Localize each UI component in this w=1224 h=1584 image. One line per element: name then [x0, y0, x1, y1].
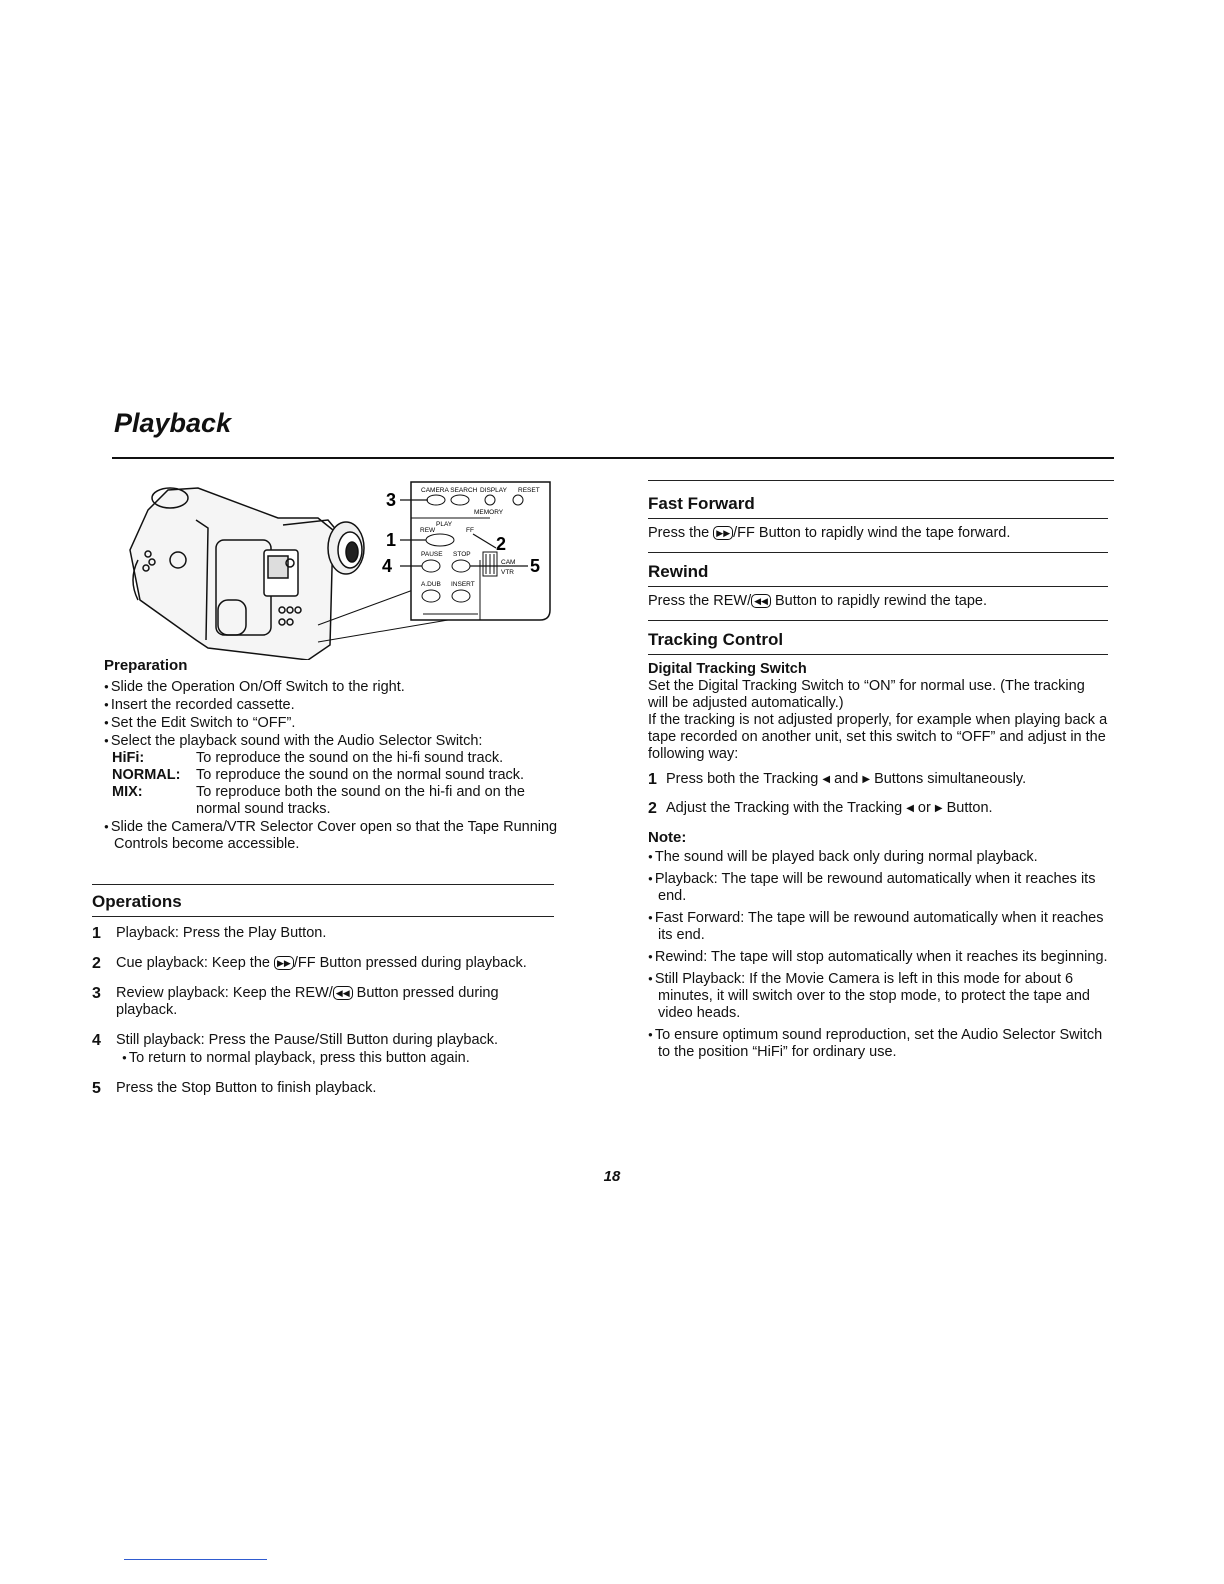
tracking-paragraph: Set the Digital Tracking Switch to “ON” for normal use. (The tracking will be adjusted automatically.) [648, 678, 1085, 711]
mode-label: HiFi: [112, 750, 145, 766]
text-part: Press both the Tracking [666, 771, 819, 787]
step-text: Playback: Press the Play Button. [116, 925, 327, 941]
label-display: DISPLAY [480, 487, 507, 494]
preparation-list [104, 678, 559, 750]
fast-forward-heading: Fast Forward [648, 494, 755, 513]
note-item: ● Rewind: The tape will stop automatically when it reaches its beginning. [648, 948, 1108, 966]
operations-steps [92, 925, 554, 1097]
callout-2: 2 [496, 534, 507, 554]
audio-mode-hifi [112, 750, 559, 767]
text-part: Press the REW/ [648, 593, 752, 609]
tracking-step [648, 800, 1108, 817]
note-item: ● Fast Forward: The tape will be rewound automatically when it reaches its end. [648, 909, 1108, 944]
section-rule [648, 552, 1108, 553]
tracking-subheading: Digital Tracking Switch [648, 661, 807, 677]
tracking-paragraph: If the tracking is not adjusted properly, for example when playing back a tape recorded on another unit, set this switch to “OFF” and adjust in the following way: [648, 712, 1108, 762]
section-rule [92, 916, 554, 917]
step-number: 4 [92, 1032, 101, 1049]
mode-label: NORMAL: [112, 767, 181, 783]
footer-rule [124, 1559, 267, 1560]
callout-1: 1 [386, 530, 397, 550]
fast-forward-section [648, 495, 1108, 553]
section-rule [648, 586, 1108, 587]
triangle-left-icon: ◀ [906, 803, 914, 814]
fast-forward-icon: ▶▶ [713, 526, 733, 540]
title-rule [112, 457, 1114, 459]
callout-4: 4 [382, 556, 393, 576]
label-reset: RESET [518, 487, 540, 494]
tracking-heading: Tracking Control [648, 630, 784, 649]
preparation-item: ● Set the Edit Switch to “OFF”. [104, 714, 559, 732]
audio-mode-normal [112, 767, 559, 784]
step-text: Still playback: Press the Pause/Still Button during playback. [116, 1032, 499, 1048]
label-ff: FF [466, 527, 474, 534]
control-panel [411, 482, 550, 620]
rewind-heading: Rewind [648, 562, 709, 581]
step-number: 2 [648, 800, 657, 817]
note-heading: Note: [648, 829, 687, 846]
step-text: Cue playback: Keep the [116, 955, 270, 971]
note-item: ● The sound will be played back only during normal playback. [648, 848, 1108, 866]
label-a-dub: A.DUB [421, 581, 441, 588]
text-part: Press the [648, 525, 710, 541]
rewind-icon: ◀◀ [333, 986, 353, 1000]
rewind-icon: ◀◀ [751, 594, 771, 608]
audio-mode-mix [112, 784, 559, 818]
label-insert: INSERT [451, 581, 475, 588]
preparation-section [104, 657, 559, 853]
step-text: Press the Stop Button to finish playback. [116, 1080, 377, 1096]
label-rew: REW [420, 527, 436, 534]
preparation-list-end [104, 818, 559, 853]
preparation-item: ● Slide the Operation On/Off Switch to the right. [104, 678, 559, 696]
label-memory: MEMORY [474, 509, 504, 516]
operation-step [92, 1032, 554, 1067]
operation-step [92, 985, 554, 1019]
text-part: Button to rapidly rewind the tape. [775, 593, 988, 609]
step-text: Review playback: Keep the REW/ [116, 985, 333, 1001]
label-cam: CAM [501, 559, 516, 566]
step-number: 3 [92, 985, 101, 1002]
triangle-right-icon: ▶ [934, 803, 943, 814]
note-item: ● To ensure optimum sound reproduction, set the Audio Selector Switch to the position “HiFi” for ordinary use. [648, 1026, 1108, 1061]
section-rule [648, 620, 1108, 621]
fast-forward-icon: ▶▶ [274, 956, 294, 970]
preparation-item: ● Slide the Camera/VTR Selector Cover open so that the Tape Running Controls become accessible. [104, 818, 559, 853]
triangle-left-icon: ◀ [822, 774, 831, 785]
section-rule [648, 654, 1108, 655]
step-number: 1 [92, 925, 101, 942]
text-part: Adjust the Tracking with the Tracking [666, 800, 903, 816]
step-number: 5 [92, 1080, 101, 1097]
operation-step [92, 1080, 554, 1097]
triangle-right-icon: ▶ [862, 774, 871, 785]
tracking-step [648, 771, 1108, 788]
operation-step [92, 955, 554, 972]
step-subnote: ● To return to normal playback, press this button again. [116, 1050, 470, 1066]
step-number: 1 [648, 771, 657, 788]
preparation-item: ● Select the playback sound with the Audio Selector Switch: [104, 732, 559, 750]
section-rule [648, 518, 1108, 519]
mode-text: To reproduce the sound on the normal sound track. [196, 767, 525, 783]
note-section [648, 829, 1108, 1061]
callout-5: 5 [530, 556, 541, 576]
mode-label: MIX: [112, 784, 143, 800]
step-text: /FF Button pressed during playback. [293, 955, 527, 971]
fast-forward-text [648, 525, 1108, 542]
right-column [648, 480, 1108, 1065]
mode-text: To reproduce both the sound on the hi-fi and on the normal sound tracks. [196, 784, 525, 817]
camcorder-diagram [118, 470, 558, 660]
preparation-heading: Preparation [104, 657, 188, 674]
label-vtr: VTR [501, 569, 514, 576]
rewind-text [648, 593, 1108, 610]
operation-step [92, 925, 554, 942]
rewind-section [648, 563, 1108, 621]
preparation-item: ● Insert the recorded cassette. [104, 696, 559, 714]
text-part: Buttons simultaneously. [874, 771, 1027, 787]
section-rule [92, 884, 554, 885]
page-title: Playback [114, 408, 232, 438]
text-part: /FF Button to rapidly wind the tape forward. [733, 525, 1011, 541]
text-part: and [834, 771, 859, 787]
camera-body [130, 488, 364, 660]
label-pause: PAUSE [421, 551, 443, 558]
note-item: ● Still Playback: If the Movie Camera is left in this mode for about 6 minutes, it will switch over to the stop mode, to protect the tape and video heads. [648, 970, 1108, 1022]
operations-heading: Operations [92, 892, 182, 911]
step-number: 2 [92, 955, 101, 972]
step-text: Button pressed during playback. [116, 985, 499, 1018]
label-camera-search: CAMERA SEARCH [421, 487, 478, 494]
tracking-steps [648, 771, 1108, 817]
note-list [648, 848, 1108, 1061]
operations-section [92, 884, 554, 1110]
page-number: 18 [603, 1168, 621, 1185]
text-part: or [917, 800, 931, 816]
label-stop: STOP [453, 551, 471, 558]
label-play: PLAY [436, 521, 453, 528]
note-item: ● Playback: The tape will be rewound automatically when it reaches its end. [648, 870, 1108, 905]
callout-3: 3 [386, 490, 397, 510]
tracking-section [648, 631, 1108, 817]
text-part: Button. [946, 800, 993, 816]
section-rule [648, 480, 1114, 481]
mode-text: To reproduce the sound on the hi-fi sound track. [196, 750, 504, 766]
camcorder-illustration [118, 470, 558, 660]
audio-mode-list [112, 750, 559, 818]
